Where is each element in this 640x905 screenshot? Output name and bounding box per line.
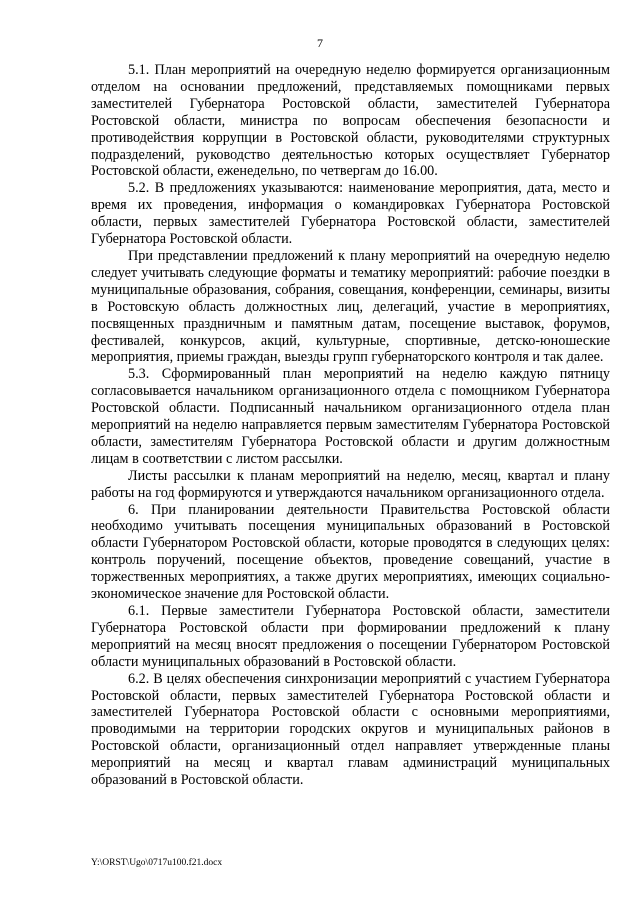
footer-file-path: Y:\ORST\Ugo\0717u100.f21.docx [91,858,223,868]
paragraph-6-2: 6.2. В целях обеспечения синхронизации мероприятий с участием Губернатора Ростовской области, первых заместителей Губернатора Ростовской области и заместителей Губернатора Ростовской области с основными мероприятиями, проводимыми на территории городских округов и муниципальных районов в Ростовской области, организационный отдел направляет утвержденные планы мероприятий на месяц и квартал главам администраций муниципальных образований в Ростовской области. [91,670,610,789]
paragraph-5-2: 5.2. В предложениях указываются: наименование мероприятия, дата, место и время их проведения, информация о командировках Губернатора Ростовской области, первых заместителей Губернатора Ростовской области, заместителей Губернатора Ростовской области. [91,180,610,248]
paragraph-6-1: 6.1. Первые заместители Губернатора Ростовской области, заместители Губернатора Ростовской области при формировании предложений к плану мероприятий на месяц вносят предложения о посещении Губернатором Ростовской области муниципальных образований в Ростовской области. [91,603,610,670]
paragraph-distribution-lists: Листы рассылки к планам мероприятий на неделю, месяц, квартал и плану работы на год формируются и утверждаются начальником организационного отдела. [91,467,610,501]
paragraph-5-3: 5.3. Сформированный план мероприятий на неделю каждую пятницу согласовывается начальником организационного отдела с помощником Губернатора Ростовской области. Подписанный начальником организационного отдела план мероприятий на неделю направляется первым заместителям Губернатора Ростовской области, заместителям Губернатора Ростовской области и другим должностным лицам в соответствии с листом рассылки. [91,366,610,467]
page-number: 7 [317,36,323,50]
paragraph-formats: При представлении предложений к плану мероприятий на очередную неделю следует учитывать следующие форматы и тематику мероприятий: рабочие поездки в муниципальные образования, собрания, совещания, конференции, семинары, визиты в Ростовскую область должностных лиц, делегаций, участие в мероприятиях, посвященных праздничным и памятным датам, посещение выставок, форумов, фестивалей, конкурсов, акций, культурные, спортивные, детско-юношеские мероприятия, приемы граждан, выезды групп губернаторского контроля и так далее. [91,247,610,366]
paragraph-5-1: 5.1. План мероприятий на очередную неделю формируется организационным отделом на основании предложений, представляемых помощниками первых заместителей Губернатора Ростовской области, заместителей Губернатора Ростовской области, министра по вопросам обеспечения безопасности и противодействия коррупции в Ростовской области, руководителями структурных подразделений, руководство деятельностью которых осуществляет Губернатор Ростовской области, еженедельно, по четвергам до 16.00. [91,62,610,180]
document-body [91,62,610,789]
paragraph-6: 6. При планировании деятельности Правительства Ростовской области необходимо учитывать посещения муниципальных образований в Ростовской области Губернатором Ростовской области, которые проводятся в следующих целях: контроль поручений, посещение объектов, проведение совещаний, участие в торжественных мероприятиях, а также других мероприятиях, имеющих социально-экономическое значение для Ростовской области. [91,501,610,603]
